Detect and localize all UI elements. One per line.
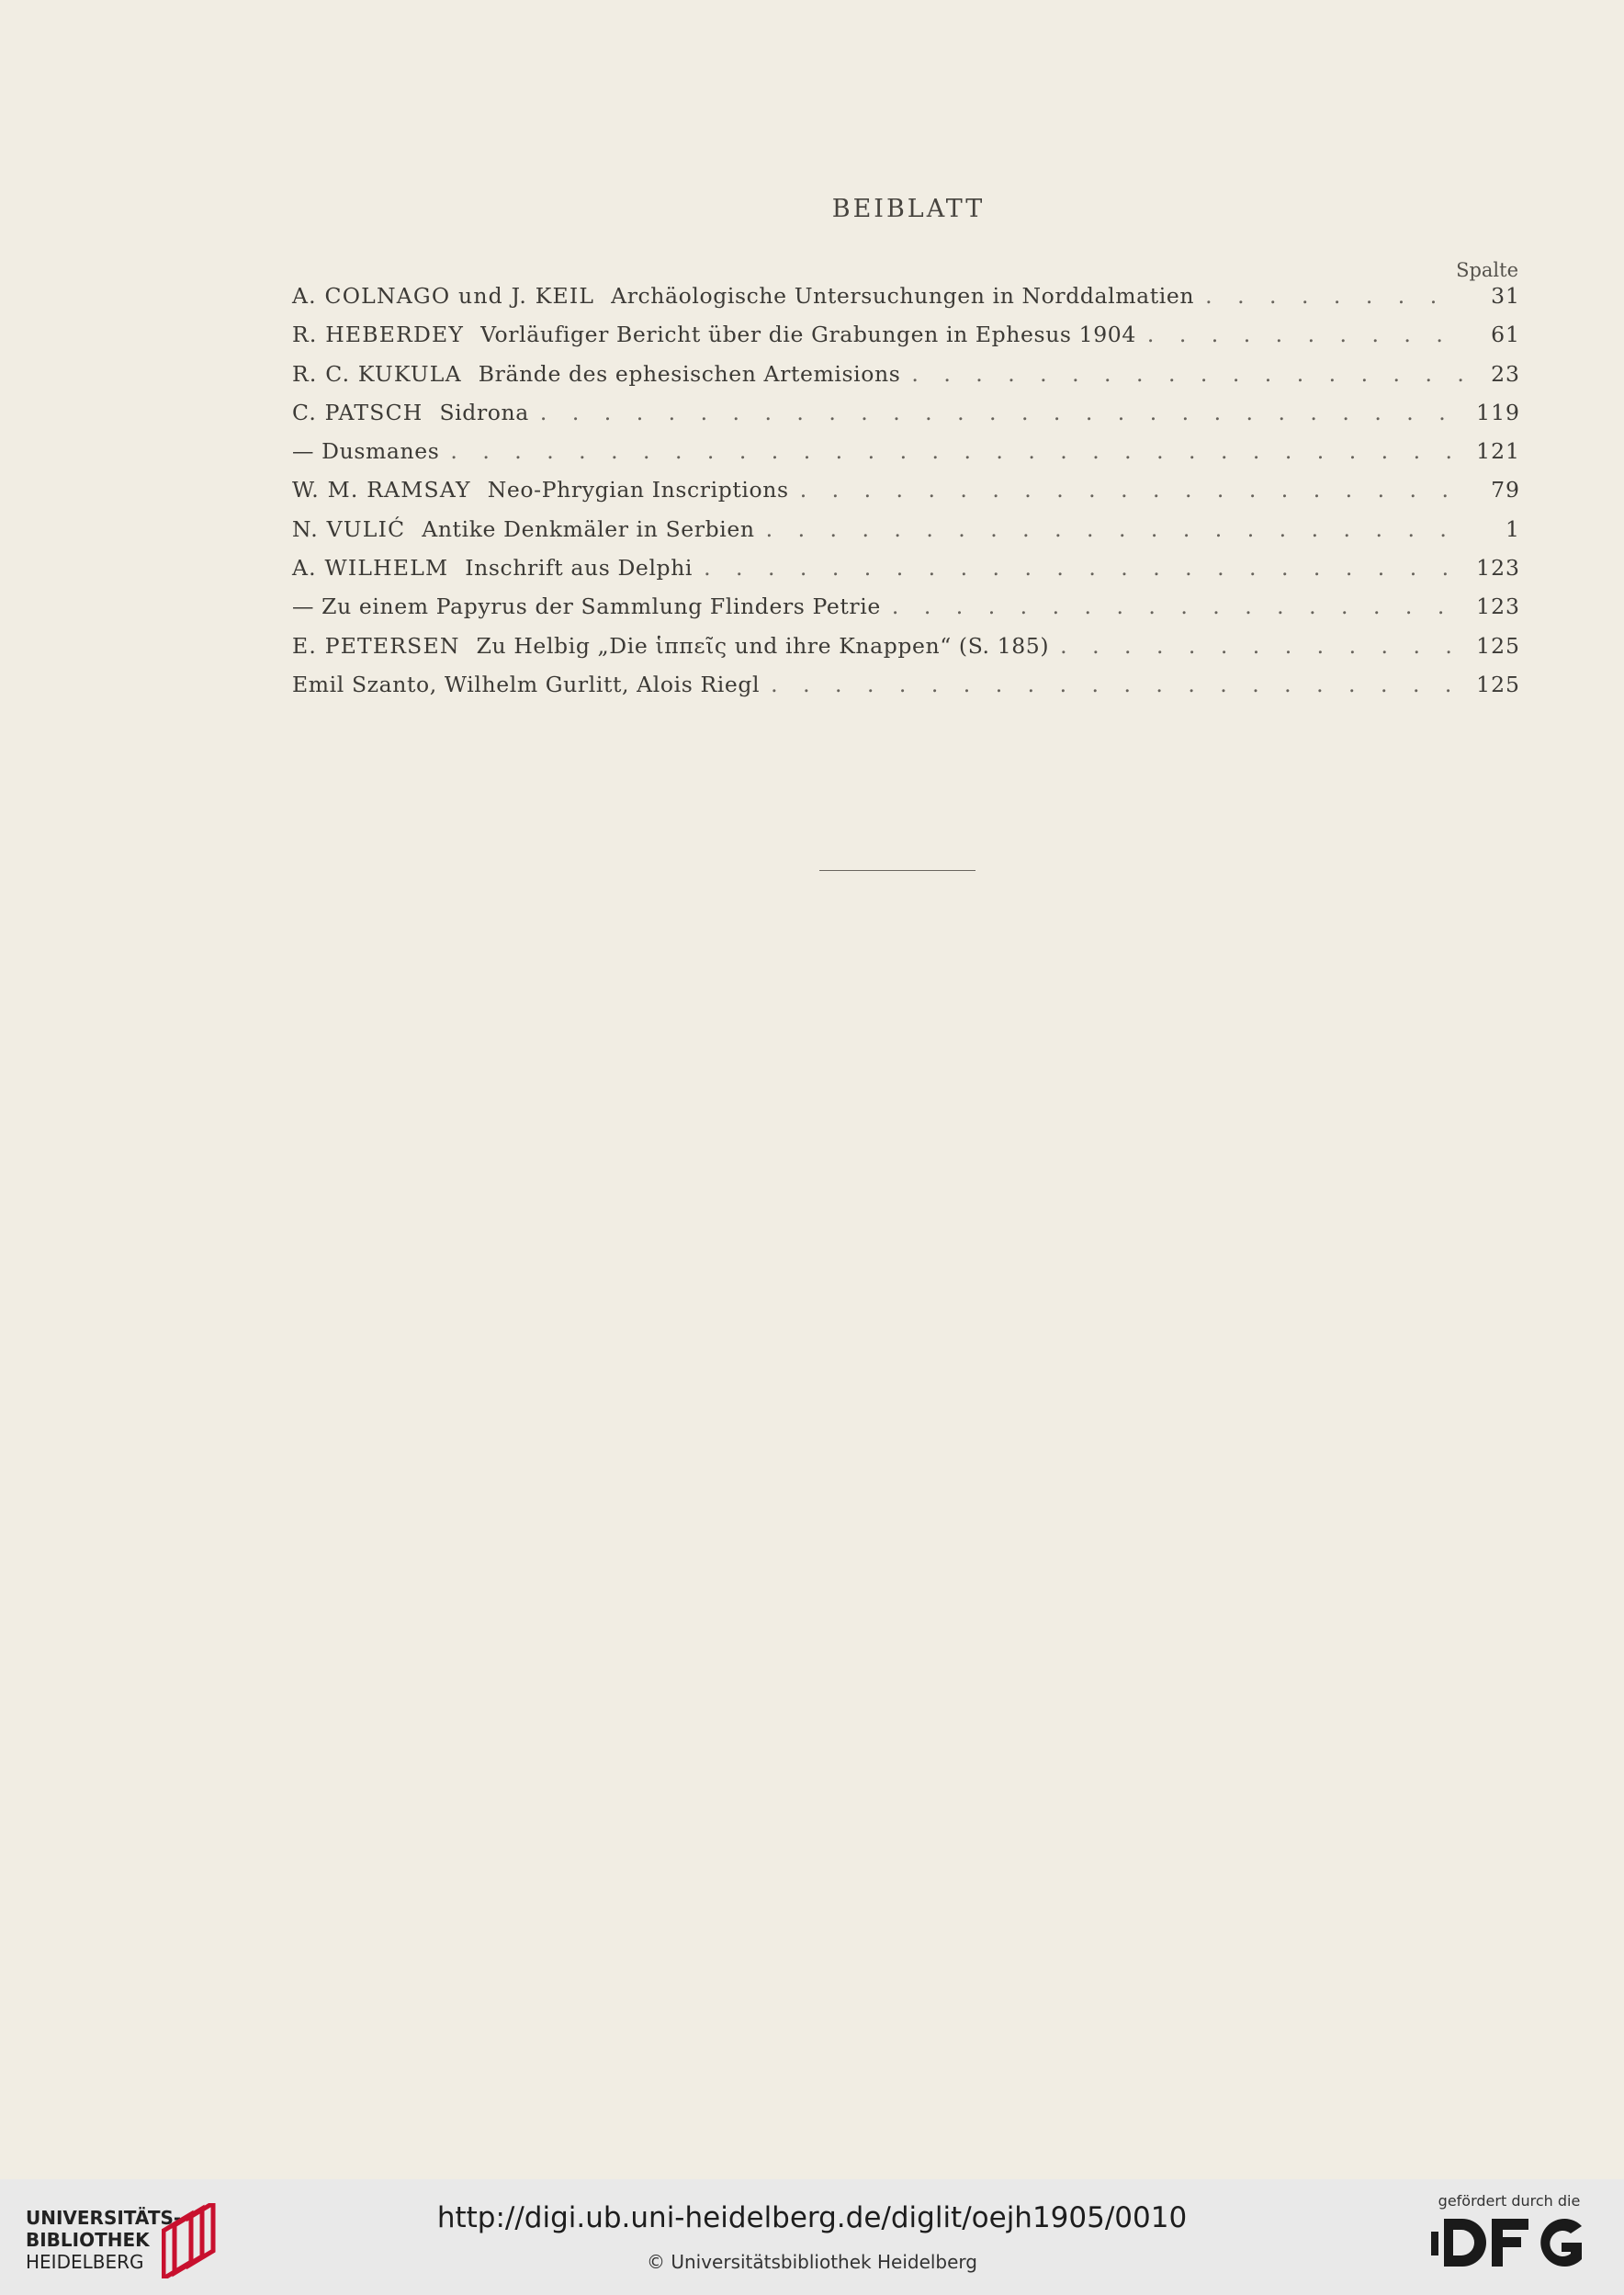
toc-column: 125 xyxy=(1476,632,1520,659)
leader-dots xyxy=(892,594,1463,619)
toc-author: W. M. RAMSAY xyxy=(292,477,471,503)
toc-column: 119 xyxy=(1476,399,1520,425)
dfg-logo[interactable] xyxy=(1431,2192,1587,2284)
toc-author: N. VULIĆ xyxy=(292,515,406,542)
funding-label: gefördert durch die xyxy=(1438,2192,1581,2210)
toc-entry xyxy=(292,438,1520,477)
dfg-wordmark-icon xyxy=(1431,2215,1587,2270)
leader-dots xyxy=(1205,283,1463,309)
toc-entry xyxy=(292,477,1520,515)
toc-entry xyxy=(292,672,1520,710)
toc-title: Emil Szanto, Wilhelm Gurlitt, Alois Riegl xyxy=(292,671,761,697)
toc-entry xyxy=(292,633,1520,672)
toc-title: Neo-Phrygian Inscriptions xyxy=(487,477,789,503)
toc-title: Archäologische Untersuchungen in Norddalmatien xyxy=(611,283,1195,309)
toc-column: 23 xyxy=(1491,360,1520,387)
toc-column: 121 xyxy=(1476,438,1520,465)
leader-dots xyxy=(1060,633,1463,659)
toc-entry xyxy=(292,283,1520,322)
toc-author: E. PETERSEN xyxy=(292,632,460,659)
toc-entry xyxy=(292,322,1520,360)
column-label: Spalte xyxy=(1456,259,1518,281)
leader-dots xyxy=(540,400,1463,425)
library-name-line1: UNIVERSITÄTS- xyxy=(26,2207,182,2229)
toc-column: 79 xyxy=(1491,477,1520,503)
table-of-contents xyxy=(292,283,1520,710)
toc-column: 1 xyxy=(1506,515,1520,542)
toc-entry xyxy=(292,400,1520,438)
toc-author: A. WILHELM xyxy=(292,555,449,582)
page-heading: BEIBLATT xyxy=(831,195,986,223)
toc-column: 61 xyxy=(1491,322,1520,348)
toc-entry xyxy=(292,555,1520,594)
library-name-line3: HEIDELBERG xyxy=(26,2251,144,2273)
toc-title: Sidrona xyxy=(439,399,529,425)
divider-rule xyxy=(819,870,976,871)
viewer-footer xyxy=(0,2179,1624,2295)
toc-author: R. HEBERDEY xyxy=(292,322,465,348)
toc-title: — Dusmanes xyxy=(292,438,440,465)
toc-column: 123 xyxy=(1476,555,1520,582)
toc-author: C. PATSCH xyxy=(292,399,423,425)
toc-author: A. COLNAGO und J. KEIL xyxy=(292,283,595,309)
toc-entry xyxy=(292,594,1520,632)
toc-entry xyxy=(292,516,1520,555)
copyright-notice: © Universitätsbibliothek Heidelberg xyxy=(646,2251,977,2273)
toc-entry xyxy=(292,361,1520,400)
leader-dots xyxy=(1147,322,1463,347)
leader-dots xyxy=(771,672,1463,697)
leader-dots xyxy=(911,361,1463,387)
toc-title: Inschrift aus Delphi xyxy=(465,555,694,582)
toc-title: Brände des ephesischen Artemisions xyxy=(478,360,901,387)
toc-author: R. C. KUKULA xyxy=(292,360,462,387)
toc-column: 31 xyxy=(1491,283,1520,309)
leader-dots xyxy=(704,555,1463,581)
leader-dots xyxy=(450,438,1463,464)
toc-title: — Zu einem Papyrus der Sammlung Flinders Petrie xyxy=(292,594,881,620)
toc-column: 125 xyxy=(1476,671,1520,697)
library-name-line2: BIBLIOTHEK xyxy=(26,2229,150,2251)
toc-title: Vorläufiger Bericht über die Grabungen in Ephesus 1904 xyxy=(480,322,1136,348)
leader-dots xyxy=(800,477,1463,503)
permalink-url[interactable]: http://digi.ub.uni-heidelberg.de/diglit/oejh1905/0010 xyxy=(436,2201,1188,2234)
toc-column: 123 xyxy=(1476,594,1520,620)
toc-title: Zu Helbig „Die ἱππεῖς und ihre Knappen“ (S. 185) xyxy=(476,632,1050,659)
toc-title: Antike Denkmäler in Serbien xyxy=(422,515,755,542)
leader-dots xyxy=(766,516,1463,542)
